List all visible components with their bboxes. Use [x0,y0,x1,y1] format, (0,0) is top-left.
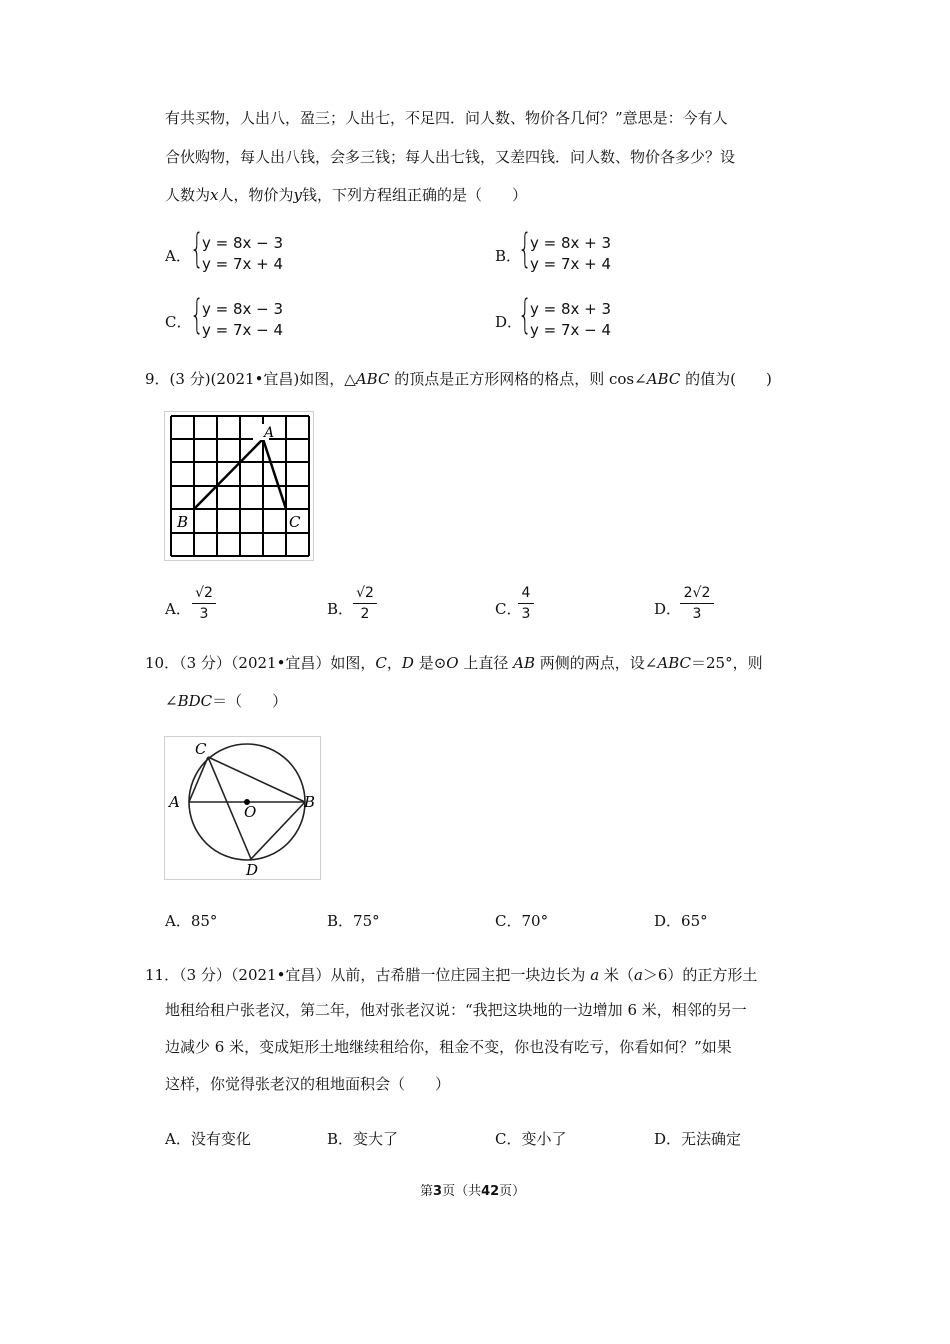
option-text: 75° [353,912,380,930]
var-y: y [293,186,302,204]
var-ab: AB [513,654,536,672]
var-d: D [401,654,414,672]
option-text: 70° [521,912,549,930]
numerator: 4 [521,585,531,601]
option-label: B． [327,1130,354,1148]
q8-option-c-system [190,292,310,343]
q10-stem-line-1 [145,653,763,673]
q11-option-b [327,1128,398,1149]
var-a: a [633,966,643,984]
q10-circle-figure [164,736,321,880]
equation: y = 7x + 4 [530,255,612,273]
q10-option-d [654,910,708,931]
equation: y = 7x − 4 [202,321,284,339]
footer-text: 页（共 [442,1184,482,1199]
q9-option-d-fraction [680,584,714,623]
footer-text: 页） [499,1184,526,1199]
q8-option-a-system [190,226,310,277]
brace-icon: { [518,226,532,272]
fraction-bar [680,603,714,604]
var-abc: ABC [355,370,390,388]
q10-text: ， [386,654,402,672]
equation: y = 8x − 3 [202,234,284,252]
circle-diagram [165,737,320,879]
q10-stem-line-2 [165,691,287,711]
var-x: x [210,186,219,204]
q11-text: 11．（3 分）（2021•宜昌）从前，古希腊一位庄园主把一块边长为 [145,966,591,984]
brace-icon: { [518,292,532,338]
q9-text: 的顶点是正方形网格的格点，则 cos∠ [389,370,647,388]
q10-option-b [327,910,380,931]
option-label: A． [165,1130,191,1148]
q10-text: 是⊙ [413,654,447,672]
option-label: D． [654,1130,682,1148]
vertex-label-a: A [264,425,275,441]
equation: y = 8x − 3 [202,300,284,318]
q10-option-a [165,910,217,931]
denominator: 3 [199,606,209,622]
var-a: a [590,966,600,984]
q11-text: ＞6）的正方形土 [642,966,758,984]
vertex-label-c: C [289,513,301,531]
fraction-bar [518,603,534,604]
denominator: 2 [360,606,370,622]
page-number: 3 [433,1184,443,1199]
var-o: O [446,654,459,672]
q10-text: ＝（ ） [212,692,288,710]
numerator: √2 [356,585,374,601]
option-text: 85° [190,912,218,930]
q10-text: ∠ [165,692,178,710]
q10-text: 10．（3 分）（2021•宜昌）如图， [145,654,376,672]
q8-line-1: 有共买物，人出八，盈三；人出七，不足四．问人数、物价各几何？”意思是：今有人 [165,109,728,127]
brace-icon: { [190,292,204,338]
option-label: C． [495,912,522,930]
q10-text: ＝25°，则 [690,654,763,672]
q10-option-c [495,910,548,931]
q9-grid-figure [164,411,314,561]
denominator: 3 [692,606,702,622]
option-label: D． [654,912,682,930]
point-label-b: B [304,793,316,811]
vertex-label-b: B [177,513,189,531]
option-text: 没有变化 [190,1130,251,1148]
option-label: A． [165,912,191,930]
option-label: C． [495,1130,522,1148]
numerator: √2 [195,585,213,601]
q9-option-c-fraction [518,584,534,623]
q11-option-c [495,1128,567,1149]
q11-line-2: 地租给租户张老汉，第二年，他对张老汉说：“我把这块地的一边增加 6 米，相邻的另一 [165,1001,747,1019]
q11-line-3: 边减少 6 米，变成矩形土地继续租给你，租金不变，你也没有吃亏，你看如何？”如果 [165,1038,732,1056]
equation: y = 8x + 3 [530,300,612,318]
q10-text: 两侧的两点，设∠ [535,654,658,672]
var-bdc: BDC [177,692,213,710]
var-abc: ABC [646,370,681,388]
option-text: 无法确定 [681,1130,742,1148]
q10-text: 上直径 [458,654,514,672]
point-label-a: A [169,793,180,811]
page-total: 42 [481,1184,500,1199]
page-footer [420,1180,525,1199]
q8-option-d-label: D． [495,313,523,331]
q8-text: 钱，下列方程组正确的是（ ） [301,186,527,204]
q8-text: 人，物价为 [218,186,294,204]
denominator: 3 [521,606,531,622]
q8-line-2: 合伙购物，每人出八钱，会多三钱；每人出七钱，又差四钱．问人数、物价各多少？设 [165,148,736,166]
var-c: C [375,654,387,672]
q8-option-b-label: B． [495,247,522,265]
point-label-c: C [195,740,207,758]
option-text: 变大了 [353,1130,399,1148]
q9-option-a-label: A． [165,600,191,618]
equation: y = 7x − 4 [530,321,612,339]
fraction-bar [192,603,216,604]
point-label-o: O [244,803,257,821]
var-abc: ABC [657,654,691,672]
q8-line-3 [165,185,527,205]
fraction-bar [353,603,377,604]
q8-option-a-label: A． [165,247,191,265]
q11-option-a [165,1128,251,1149]
q9-option-c-label: C． [495,600,522,618]
q11-option-d [654,1128,741,1149]
point-label-d: D [246,861,259,879]
option-label: B． [327,912,354,930]
q9-option-a-fraction [192,584,216,623]
q9-option-d-label: D． [654,600,682,618]
q9-text: 9．(3 分)(2021•宜昌)如图，△ [145,370,356,388]
numerator: 2√2 [683,585,711,601]
q8-option-d-system [518,292,638,343]
grid-triangle-diagram [165,412,313,560]
q9-option-b-fraction [353,584,377,623]
equation: y = 7x + 4 [202,255,284,273]
equation: y = 8x + 3 [530,234,612,252]
option-text: 变小了 [521,1130,567,1148]
q11-text: 米（ [599,966,634,984]
q9-text: 的值为( ) [680,370,772,388]
q9-stem [145,369,772,389]
q11-line-4: 这样，你觉得张老汉的租地面积会（ ） [165,1075,451,1093]
footer-text: 第 [420,1184,434,1199]
brace-icon: { [190,226,204,272]
q8-text: 人数为 [165,186,211,204]
q11-line-1 [145,965,757,985]
q8-option-b-system [518,226,638,277]
q8-option-c-label: C． [165,313,192,331]
q9-option-b-label: B． [327,600,354,618]
option-text: 65° [681,912,708,930]
